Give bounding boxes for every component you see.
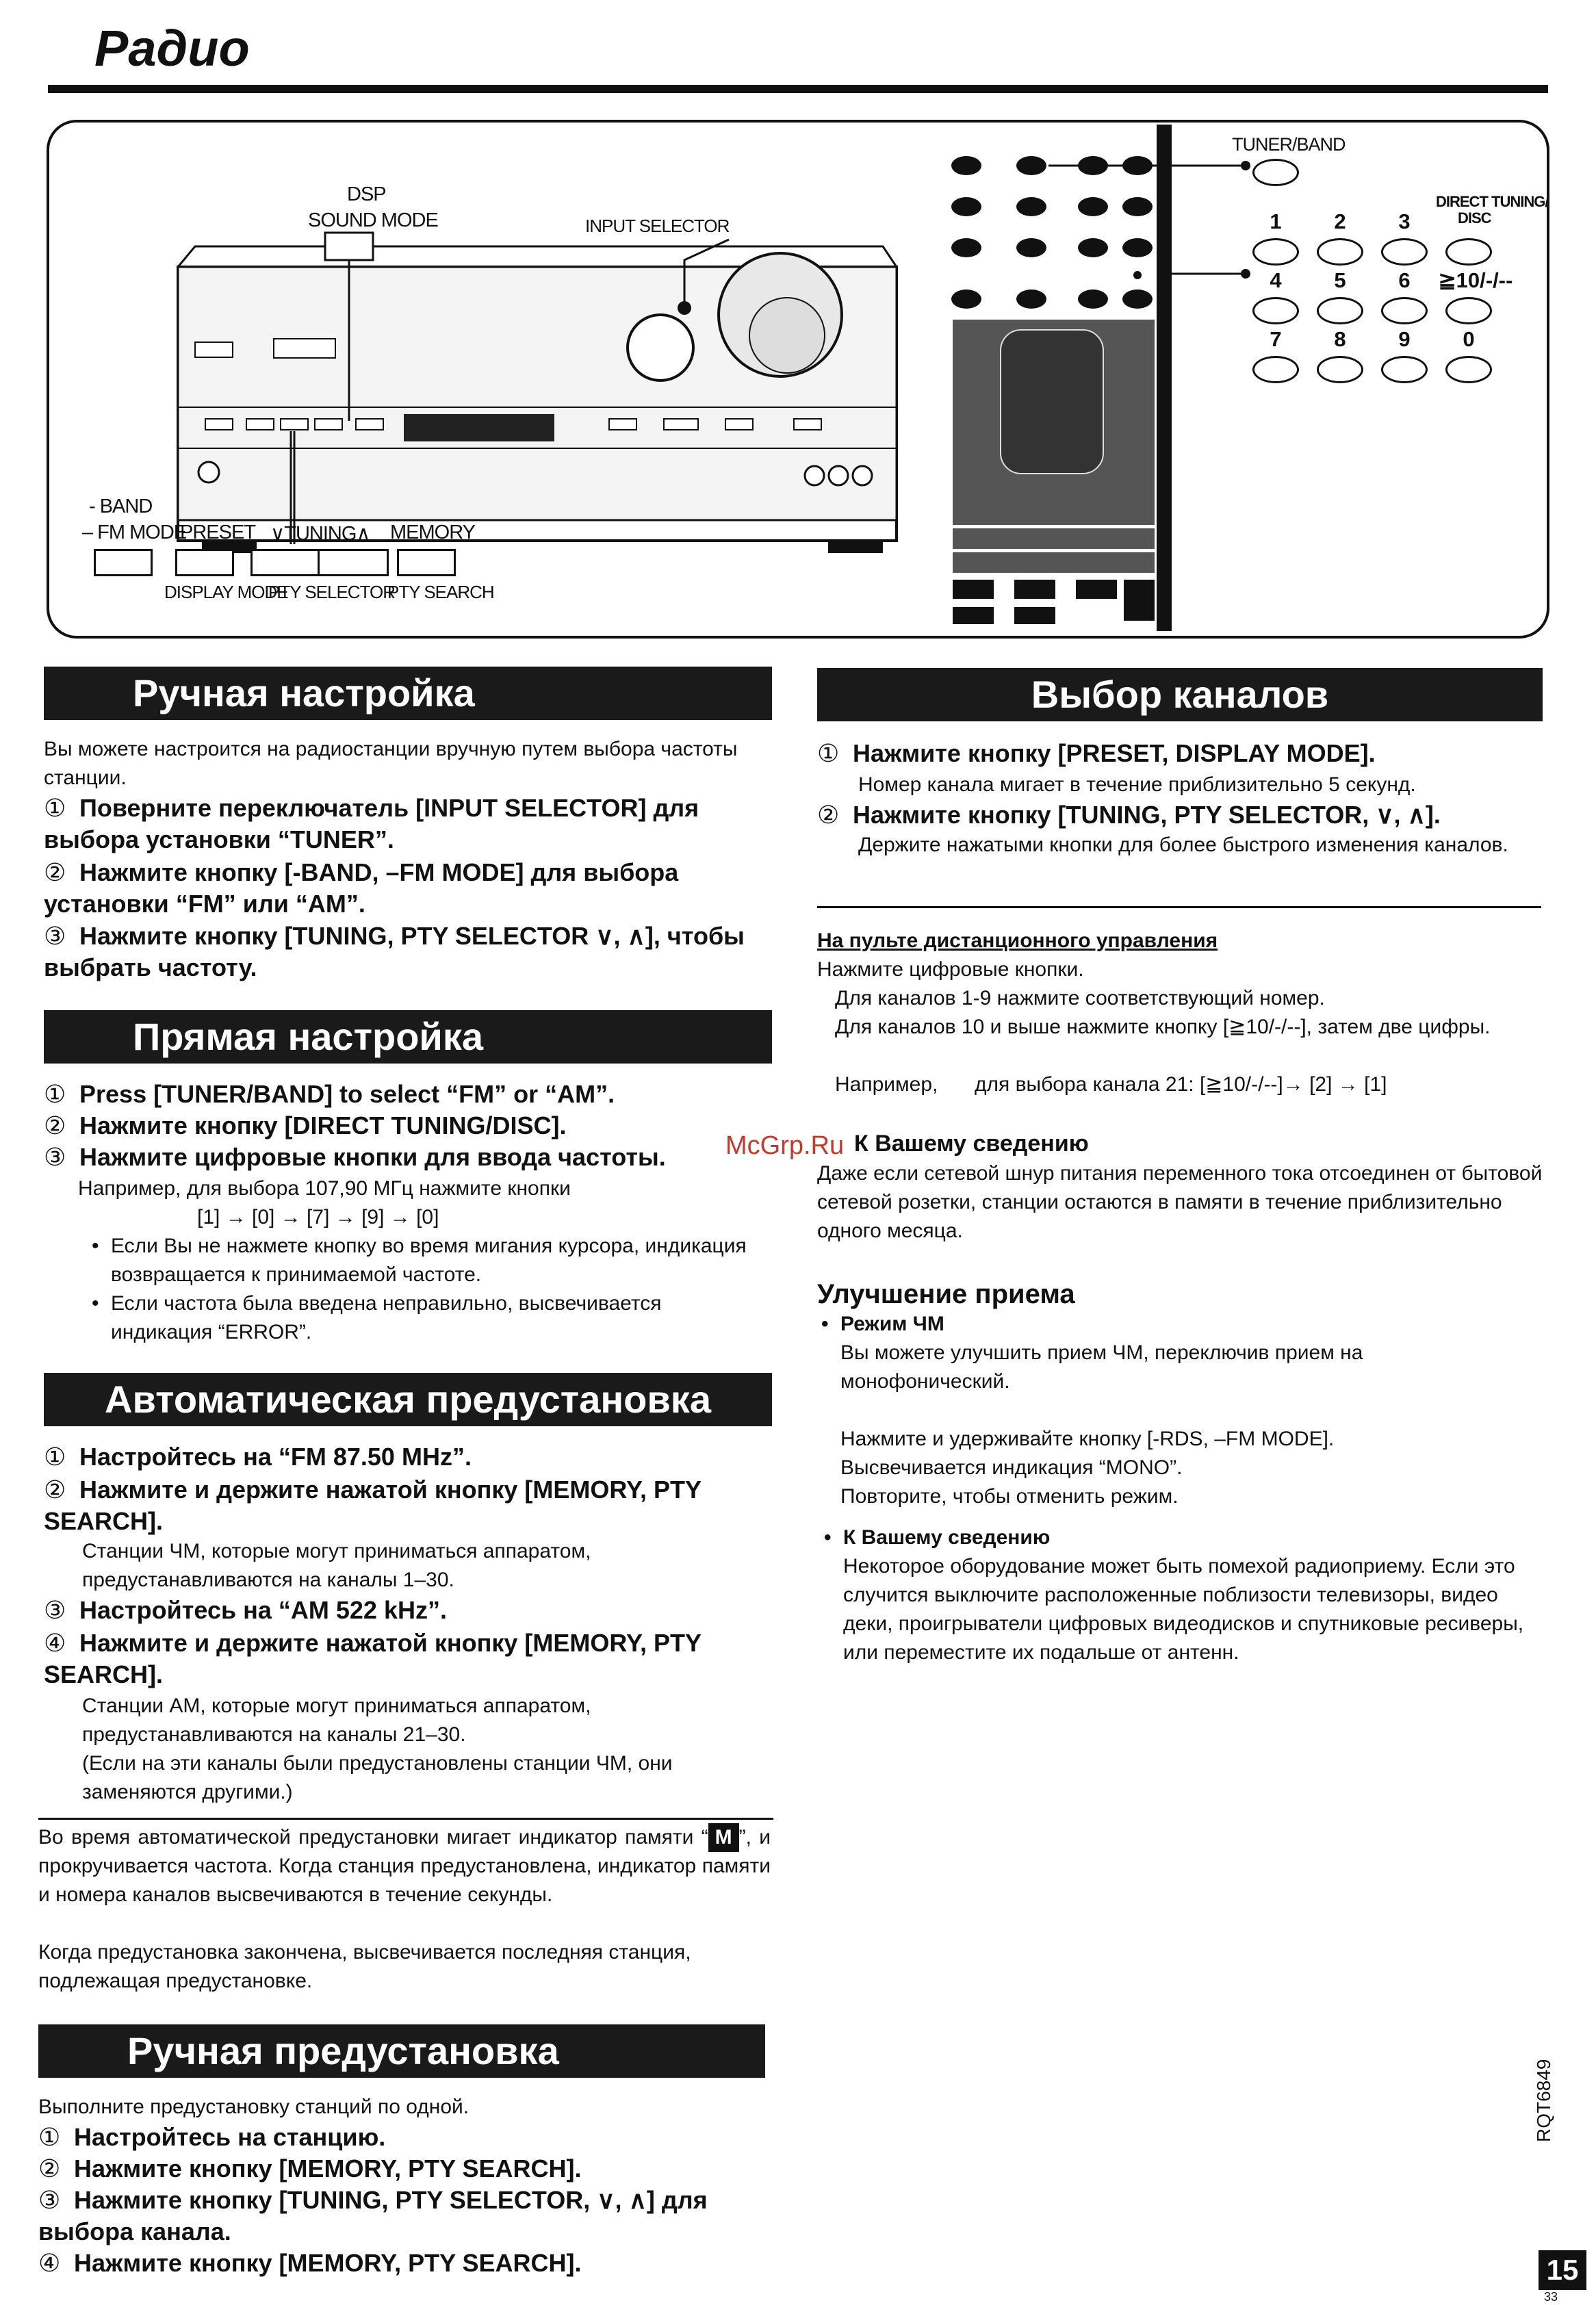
tuner-band-label: TUNER/BAND — [1232, 134, 1346, 155]
remote-line-1: Нажмите цифровые кнопки. — [817, 958, 1084, 981]
direct-step-3: ③ Нажмите цифровые кнопки для ввода частоты. — [44, 1143, 666, 1171]
remote-line-4b: для выбора канала 21: [≧10/-/--]→ [2] → [1] — [975, 1073, 1387, 1096]
channel-step-1: ① Нажмите кнопку [PRESET, DISPLAY MODE]. — [817, 739, 1376, 767]
band-label: - BAND — [89, 495, 153, 517]
channel-select-banner: Выбор каналов — [817, 668, 1543, 721]
direct-bullet-2: • Если частота была введена неправильно, высвечивается индикация “ERROR”. — [111, 1289, 754, 1347]
key-9-label: 9 — [1398, 327, 1411, 351]
direct-example-1: Например, для выбора 107,90 МГц нажмите кнопки — [78, 1177, 571, 1200]
info2-text: Некоторое оборудование может быть помехой радиоприему. Если это случится выключите расположенные поблизости телевизоры, видео деки, проигрыватели цифровых видеодисков и спутниковые ресиверы, или переместите их подальше от антенн. — [843, 1555, 1524, 1664]
title-rule — [48, 85, 1548, 93]
fm-mode-label: – FM MODE — [82, 521, 187, 543]
key-4 — [1252, 297, 1299, 324]
key-6 — [1381, 297, 1428, 324]
direct-step-2: ② Нажмите кнопку [DIRECT TUNING/DISC]. — [44, 1111, 567, 1139]
direct-tuning-banner: Прямая настройка — [44, 1010, 772, 1064]
manual-preset-step-2: ② Нажмите кнопку [MEMORY, PTY SEARCH]. — [38, 2154, 582, 2182]
page-title: Радио — [94, 20, 250, 77]
memory-button — [397, 549, 456, 576]
page-number: 15 — [1539, 2250, 1586, 2290]
info-text: Даже если сетевой шнур питания переменного тока отсоединен от бытовой сетевой розетки, станции остаются в памяти в течение приблизительно одного месяца. — [817, 1162, 1543, 1242]
direct-example-2: [1] → [0] → [7] → [9] → [0] — [197, 1206, 439, 1228]
auto-step-2: ② Нажмите и держите нажатой кнопку [MEMORY, PTY SEARCH]. — [44, 1476, 702, 1535]
direct-step-1: ① Press [TUNER/BAND] to select “FM” or “AM”. — [44, 1080, 615, 1108]
fm-mode-text-2: Нажмите и удерживайте кнопку [-RDS, –FM MODE]. — [840, 1428, 1335, 1450]
fm-mode-text-4: Повторите, чтобы отменить режим. — [840, 1485, 1179, 1508]
auto-step-3: ③ Настройтесь на “AM 522 kHz”. — [44, 1596, 447, 1624]
channel-note-1: Номер канала мигает в течение приблизительно 5 секунд. — [858, 773, 1416, 796]
key-8-label: 8 — [1334, 327, 1346, 351]
auto-step-4: ④ Нажмите и держите нажатой кнопку [MEMORY, PTY SEARCH]. — [44, 1629, 702, 1688]
memory-indicator-icon: M — [708, 1823, 739, 1852]
remote-line-3: Для каналов 10 и выше нажмите кнопку [≧10/-/--], затем две цифры. — [835, 1016, 1491, 1038]
key-4-label: 4 — [1270, 268, 1282, 292]
key-1 — [1252, 238, 1299, 266]
key-9 — [1381, 356, 1428, 383]
remote-line-4a: Например, — [835, 1073, 938, 1096]
tuning-up-button — [318, 549, 389, 576]
auto-note-4a: Станции АМ, которые могут приниматься аппаратом, предустанавливаются на каналы 21–30. — [82, 1695, 591, 1746]
channel-step-2: ② Нажмите кнопку [TUNING, PTY SELECTOR, ∨, ∧]. — [817, 801, 1441, 829]
manual-step-1: ① Поверните переключатель [INPUT SELECTOR] для выбора установки “TUNER”. — [44, 794, 699, 853]
preset-button — [175, 549, 234, 576]
auto-paragraph-1: Во время автоматической предустановки мигает индикатор памяти “ M ”, и прокручивается частота. Когда станция предустановлена, индикатор памяти и номера каналов высвечиваются в течение секунды. — [38, 1823, 771, 1909]
direct-bullet-1: • Если Вы не нажмете кнопку во время мигания курсора, индикация возвращается к принимаемой частоте. — [111, 1232, 754, 1289]
preset-label: PRESET — [180, 521, 256, 543]
manual-step-3: ③ Нажмите кнопку [TUNING, PTY SELECTOR ∨, ∧], чтобы выбрать частоту. — [44, 922, 745, 981]
disc-label: DISC — [1458, 209, 1491, 227]
manual-tuning-banner: Ручная настройка — [44, 667, 772, 720]
auto-paragraph-2: Когда предустановка закончена, высвечивается последняя станция, подлежащая предустановке. — [38, 1941, 691, 1992]
key-7 — [1252, 356, 1299, 383]
direct-tuning-label: DIRECT TUNING/ — [1436, 193, 1549, 210]
manual-intro: Вы можете настроится на радиостанции вручную путем выбора частоты станции. — [44, 738, 738, 789]
key-direct-tuning — [1445, 238, 1492, 266]
manual-preset-intro: Выполните предустановку станций по одной. — [38, 2096, 469, 2118]
key-5-label: 5 — [1334, 268, 1346, 292]
key-0-label: 0 — [1463, 327, 1475, 351]
watermark: McGrp.Ru — [725, 1131, 845, 1160]
fm-mode-heading: • Режим ЧМ — [840, 1310, 944, 1339]
channel-divider — [817, 906, 1541, 908]
dsp-label: DSP — [347, 183, 386, 205]
pty-search-label: PTY SEARCH — [387, 582, 494, 602]
manual-preset-step-3: ③ Нажмите кнопку [TUNING, PTY SELECTOR, ∨, ∧] для выбора канала. — [38, 2186, 708, 2245]
input-selector-label: INPUT SELECTOR — [585, 216, 730, 236]
key-3-label: 3 — [1398, 209, 1411, 233]
tuning-down-button — [250, 549, 322, 576]
tuner-band-key — [1252, 159, 1299, 186]
display-mode-label: DISPLAY MODE — [164, 582, 288, 602]
tuning-label: ∨TUNING∧ — [270, 523, 370, 545]
key-7-label: 7 — [1270, 327, 1282, 351]
auto-step-1: ① Настройтесь на “FM 87.50 MHz”. — [44, 1443, 472, 1471]
key-10 — [1445, 297, 1492, 324]
small-page-number: 33 — [1544, 2290, 1558, 2304]
key-2 — [1317, 238, 1363, 266]
reception-heading: Улучшение приема — [817, 1279, 1075, 1309]
auto-note-4b: (Если на эти каналы были предустановлены станции ЧМ, они заменяются другими.) — [82, 1752, 673, 1803]
document-id: RQT6849 — [1533, 2059, 1554, 2142]
remote-illustration — [939, 125, 1172, 631]
memory-label: MEMORY — [390, 521, 475, 543]
manual-step-2: ② Нажмите кнопку [-BAND, –FM MODE] для выбора установки “FM” или “AM”. — [44, 858, 679, 918]
sound-mode-label: SOUND MODE — [308, 209, 438, 231]
info-heading: К Вашему сведению — [854, 1131, 1089, 1157]
auto-preset-banner: Автоматическая предустановка — [44, 1373, 772, 1426]
key-10-label: ≧10/-/-- — [1438, 268, 1513, 292]
auto-divider — [38, 1818, 773, 1820]
info2-heading: • К Вашему сведению — [843, 1523, 1050, 1552]
key-3 — [1381, 238, 1428, 266]
remote-heading: На пульте дистанционного управления — [817, 929, 1218, 952]
callout-lines — [1157, 157, 1259, 294]
key-5 — [1317, 297, 1363, 324]
manual-preset-step-4: ④ Нажмите кнопку [MEMORY, PTY SEARCH]. — [38, 2249, 582, 2277]
key-0 — [1445, 356, 1492, 383]
manual-preset-step-1: ① Настройтесь на станцию. — [38, 2123, 386, 2151]
fm-mode-text-1: Вы можете улучшить прием ЧМ, переключив прием на монофонический. — [840, 1341, 1363, 1393]
key-6-label: 6 — [1398, 268, 1411, 292]
key-1-label: 1 — [1270, 209, 1282, 233]
fm-mode-text-3: Высвечивается индикация “MONO”. — [840, 1456, 1183, 1479]
pty-selector-label: PTY SELECTOR — [268, 582, 395, 602]
manual-preset-banner: Ручная предустановка — [38, 2024, 765, 2078]
remote-line-2: Для каналов 1-9 нажмите соответствующий номер. — [835, 987, 1325, 1009]
auto-note-2: Станции ЧМ, которые могут приниматься аппаратом, предустанавливаются на каналы 1–30. — [82, 1540, 591, 1591]
key-2-label: 2 — [1334, 209, 1346, 233]
channel-note-2: Держите нажатыми кнопки для более быстрого изменения каналов. — [858, 834, 1508, 856]
band-button — [94, 549, 153, 576]
key-8 — [1317, 356, 1363, 383]
